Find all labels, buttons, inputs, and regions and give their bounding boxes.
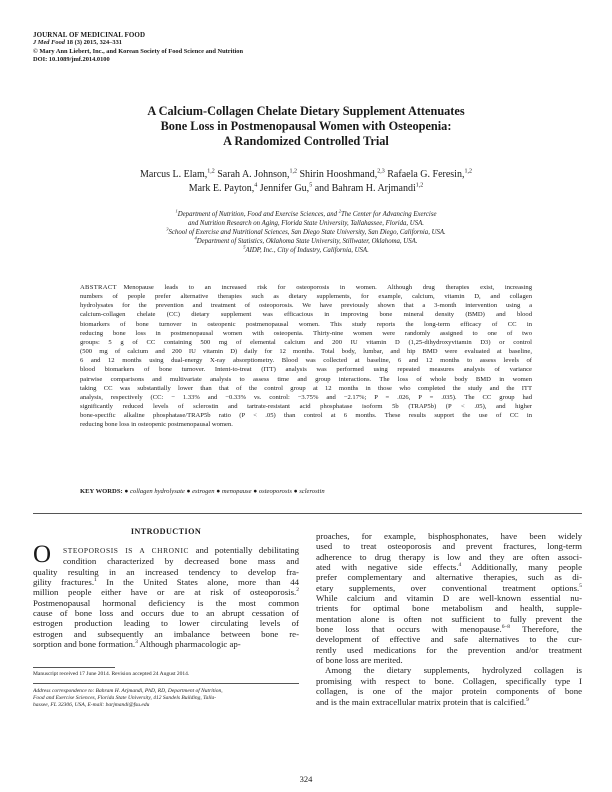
body-line	[33, 567, 299, 577]
body-text: bone loss that occurs with menopause.	[316, 624, 502, 635]
affiliation-text: Department of Nutrition, Food and Exercise Sciences, and	[177, 211, 339, 218]
abstract-line	[80, 347, 532, 356]
title-line: Bone Loss in Postmenopausal Women with Osteopenia:	[160, 119, 452, 133]
keywords-label: KEY WORDS:	[80, 488, 123, 495]
body-line	[316, 634, 582, 644]
abstract-line	[80, 402, 532, 411]
abstract-text: groups: 5 g of CC containing 500 mg of elemental calcium and 200 IU vitamin D (1,25-dihydroxyvitamin D3) or control	[80, 338, 532, 346]
abstract-text: calcium-collagen chelate (CC) dietary supplement was efficacious in improving bone mineral density (BMD) and blood	[80, 311, 532, 319]
abstract-text: pairwise comparisons and multivariate analysis to assess time and group interactions. The loss of whole body BMD in women	[80, 375, 532, 383]
bullet-icon: ●	[291, 488, 300, 495]
body-text: estrogen and subsequently an imbalance between bone re-	[33, 628, 299, 639]
intro-column-left	[33, 541, 299, 650]
body-line	[316, 655, 582, 665]
body-line	[316, 552, 582, 562]
section-divider	[33, 513, 582, 514]
correspondence-address	[33, 688, 299, 709]
abstract-line	[80, 384, 532, 393]
body-line	[316, 676, 582, 686]
bullet-icon: ●	[122, 488, 130, 495]
body-text: While calcium and vitamin D are well-known essential nu-	[316, 593, 582, 604]
body-text: and is the main extracellular matrix protein that is calcified.	[316, 696, 527, 707]
affiliation-text: Department of Statistics, Oklahoma State University, Stillwater, Oklahoma, USA.	[196, 238, 418, 246]
affiliation-marker: 2	[338, 208, 341, 214]
footnote-divider	[33, 667, 115, 668]
affiliation-line	[60, 246, 552, 255]
body-line	[316, 603, 582, 613]
body-text: Therefore, the	[509, 624, 582, 635]
body-line	[33, 598, 299, 608]
body-line	[33, 545, 299, 556]
affiliation-marker: 3	[166, 226, 169, 232]
affiliations	[60, 210, 552, 255]
keyword: collagen hydrolysate	[129, 488, 185, 495]
abstract-text: 6 and 12 months using dual-energy X-ray absorptiometry. Blood was collected at baseline, 6 and 12 months to assess levels of	[80, 357, 532, 365]
affiliation-line	[60, 237, 552, 246]
abstract-line	[80, 301, 532, 310]
body-text: estrogen production leading to lower circulating levels of	[33, 618, 299, 629]
affiliation-marker: 4	[194, 236, 197, 242]
body-line	[33, 629, 299, 639]
body-text: Although pharmacologic ap-	[137, 639, 241, 650]
body-line	[33, 639, 299, 649]
introduction-heading: INTRODUCTION	[130, 527, 202, 536]
body-line	[316, 686, 582, 696]
reference-marker: 1	[94, 577, 97, 584]
keyword: osteoporosis	[258, 488, 292, 495]
article-title	[60, 104, 552, 149]
body-text: and potentially debilitating	[189, 545, 299, 555]
abstract-text: Menopause leads to an increased risk for osteoporosis in women. Although drug therapies exist, increasing	[123, 284, 532, 291]
body-text: condition characterized by decreased bone mass and	[63, 556, 299, 567]
reference-marker: 2	[296, 587, 299, 594]
abstract-line	[80, 320, 532, 329]
abstract-line	[80, 356, 532, 365]
author-affiliation-marker: 1,2	[415, 182, 424, 189]
author-line	[60, 182, 552, 196]
footnote-divider	[33, 683, 299, 684]
author-list	[60, 168, 552, 195]
intro-column-right	[316, 531, 582, 707]
affiliation-line	[60, 228, 552, 237]
body-text: prefer complementary and alternative therapies, such as di-	[316, 572, 582, 583]
bullet-icon: ●	[214, 488, 222, 495]
body-text: Additionally, many people	[461, 562, 582, 573]
abstract-line	[80, 292, 532, 301]
author-name: Marcus L. Elam,	[140, 169, 208, 180]
abstract-line	[80, 365, 532, 374]
author-name: Rafaela G. Feresin,	[384, 169, 465, 180]
abstract-text: reducing bone loss in osteopenic postmenopausal women.	[80, 421, 233, 429]
author-name: Shirin Hooshmand,	[296, 169, 378, 180]
citation-journal: J Med Food	[33, 39, 65, 47]
affiliation-line: and Nutrition Research on Aging, Florida State University, Tallahassee, Florida, USA.	[188, 220, 424, 228]
body-line	[316, 665, 582, 675]
address-line: Address correspondence to: Bahram H. Arjmandi, PhD, RD, Department of Nutrition,	[33, 688, 223, 694]
affiliation-text: AIDP, Inc., City of Industry, California, USA.	[245, 247, 369, 255]
bullet-icon: ●	[184, 488, 193, 495]
abstract-line	[80, 310, 532, 319]
body-text: used to treat osteoporosis and prevent fractures, long-term	[316, 541, 582, 552]
author-affiliation-marker: 5	[309, 182, 313, 189]
abstract-text: blood biomarkers of bone turnover. Intent-to-treat (ITT) analysis was performed using repeated measures analysis of variance	[80, 366, 532, 374]
doi[interactable]: DOI: 10.1089/jmf.2014.0100	[33, 56, 110, 64]
abstract-text: reducing bone loss in postmenopausal women with osteopenia. Thirty-nine women were randomly assigned to one of two	[80, 329, 532, 337]
abstract-text: (500 mg of calcium and 200 IU vitamin D) daily for 12 months. Total body, lumbar, and hip BMD were evaluated at baseline,	[80, 348, 532, 356]
address-line: hassee, FL 32306, USA, E-mail: barjmandi@fsu.edu	[33, 702, 150, 709]
affiliation-marker: 5	[243, 245, 246, 251]
abstract-line	[80, 420, 532, 429]
abstract-text: analysis, respectively (CC: − 1.33% and −0.33% vs. control: −3.75% and −2.17%; P = .026, P = .035). The CC group had	[80, 393, 532, 401]
body-text: promising with respect to bone. Collagen, specifically type I	[316, 675, 582, 686]
abstract-text: significantly reduced levels of sclerostin and tartrate-resistant acid phosphatase isoform 5b (TRAP5b) (P < .05), and higher	[80, 403, 532, 411]
abstract-line	[80, 393, 532, 402]
body-text: quality resulting in an increased tendency to develop fra-	[33, 566, 299, 577]
author-affiliation-marker: 1,2	[289, 168, 297, 175]
abstract-text: hydrolysates for the prevention and treatment of osteoporosis. We have previously shown that a 3-month intervention using a	[80, 302, 532, 310]
affiliation-line	[60, 210, 552, 219]
copyright: © Mary Ann Liebert, Inc., and Korean Society of Food Science and Nutrition	[33, 47, 244, 55]
reference-marker: 3	[135, 639, 138, 646]
address-line: Food and Exercise Sciences, Florida State University, 412 Sandels Building, Talla-	[33, 695, 217, 702]
body-text: of bone loss are merited.	[316, 655, 403, 666]
affiliation-marker: 1	[175, 208, 178, 214]
abstract-text: biomarkers of bone turnover in osteopenic postmenopausal women. This study reports the long-term efficacy of CC in	[80, 320, 532, 328]
title-line: A Calcium-Collagen Chelate Dietary Supplement Attenuates	[147, 104, 465, 118]
abstract-line	[80, 329, 532, 338]
body-line	[33, 587, 299, 597]
author-affiliation-marker: 4	[254, 182, 258, 189]
reference-marker: 4	[458, 562, 462, 569]
body-text: rently used medications for the prevention and/or treatment	[316, 644, 582, 655]
body-line	[316, 572, 582, 582]
author-affiliation-marker: 2,3	[377, 168, 385, 175]
abstract	[80, 283, 532, 430]
body-text: Postmenopausal hormonal deficiency is the most common	[33, 597, 299, 608]
body-text: mentation alone is often not sufficient to fully prevent the	[316, 613, 582, 624]
author-affiliation-marker: 1,2	[464, 168, 472, 175]
author-affiliation-marker: 1,2	[207, 168, 215, 175]
author-name: Sarah A. Johnson,	[214, 169, 290, 180]
abstract-text: bone-specific alkaline phosphatase/TRAP5b ratio (P < .05) than control at 6 months. These results support the use of CC in	[80, 412, 532, 420]
body-line	[316, 645, 582, 655]
body-text: ated with negative side effects.	[316, 562, 459, 573]
body-line	[316, 593, 582, 603]
keyword: estrogen	[192, 488, 215, 495]
body-text: etary supplements, over conventional treatment options.	[316, 582, 580, 593]
abstract-text: numbers of people prefer alternative therapies such as dietary supplements, for example, calcium, vitamin D, and collagen	[80, 293, 532, 301]
journal-header	[33, 31, 363, 65]
received-note	[33, 671, 299, 678]
body-line	[316, 614, 582, 624]
keyword: sclerostin	[299, 488, 325, 495]
abstract-line	[80, 338, 532, 347]
body-text: million people either have or are at risk of osteoporosis.	[33, 587, 297, 598]
page-number: 324	[299, 774, 313, 784]
affiliation-text: School of Exercise and Nutritional Sciences, San Diego State University, San Diego, California, USA.	[168, 229, 446, 237]
author-name: Jennifer Gu,	[257, 182, 310, 194]
citation	[33, 39, 363, 47]
body-text: gility fractures.	[33, 577, 95, 588]
received-text: Manuscript received 17 June 2014. Revision accepted 24 August 2014.	[33, 671, 190, 677]
drop-cap: O	[33, 541, 52, 568]
author-name: and Bahram H. Arjmandi	[312, 182, 416, 194]
body-text: trients for optimal bone metabolism and health, supple-	[316, 603, 582, 614]
reference-marker: 5	[579, 582, 582, 589]
body-text: Among the dietary supplements, hydrolyzed collagen is	[325, 665, 582, 676]
abstract-text: taking CC was substantially lower than that of the control group at 12 months in those who completed the study and the ITT	[80, 384, 532, 392]
body-line	[33, 556, 299, 566]
body-line	[316, 697, 582, 707]
body-line	[316, 562, 582, 572]
reference-marker: 6–8	[501, 624, 510, 631]
body-line	[33, 577, 299, 587]
body-text: adherence to drug therapy is low and they are often associ-	[316, 551, 582, 562]
affiliation-text: The Center for Advancing Exercise	[340, 211, 437, 218]
body-line	[316, 624, 582, 634]
body-text: In the United States alone, more than 44	[96, 577, 299, 588]
body-text: development of effective and safe alternatives to the cur-	[316, 634, 582, 645]
keyword: menopause	[221, 488, 252, 495]
citation-details: 18 (3) 2015, 324–331	[66, 39, 122, 47]
bullet-icon: ●	[251, 488, 259, 495]
body-text: collagen, is one of the major protein components of bone	[316, 686, 582, 697]
abstract-line	[80, 283, 532, 292]
reference-marker: 9	[526, 696, 529, 703]
body-line	[33, 608, 299, 618]
body-text: cause of bone loss and occurs due to an abrupt cessation of	[33, 608, 299, 619]
author-line	[60, 168, 552, 182]
abstract-line	[80, 375, 532, 384]
abstract-line	[80, 411, 532, 420]
abstract-label: ABSTRACT	[80, 284, 117, 291]
body-line	[316, 531, 582, 541]
body-text: proaches, for example, bisphosphonates, have been widely	[316, 531, 582, 541]
body-line	[316, 541, 582, 551]
body-text: STEOPOROSIS IS A CHRONIC	[63, 546, 190, 555]
keywords	[80, 487, 532, 496]
author-name: Mark E. Payton,	[188, 182, 255, 194]
title-line: A Randomized Controlled Trial	[223, 134, 389, 148]
journal-name: JOURNAL OF MEDICINAL FOOD	[33, 31, 146, 39]
body-text: sorption and bone formation.	[33, 639, 136, 650]
body-line	[33, 618, 299, 628]
body-line	[316, 583, 582, 593]
